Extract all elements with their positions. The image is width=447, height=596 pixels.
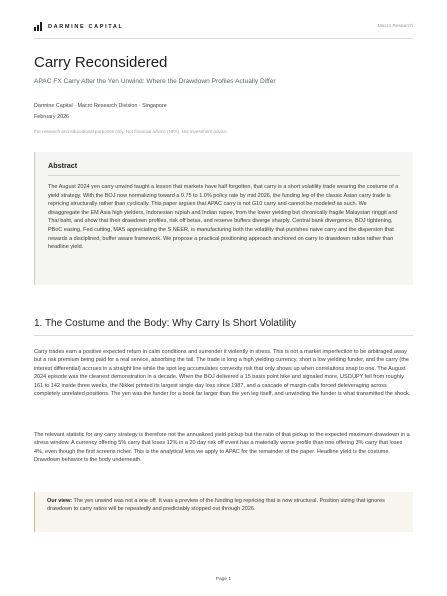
- abstract-text: The August 2024 yen carry unwind taught a lesson that markets have half forgotten, that carry is a short volatility trade wearing the costume of a yield strategy. With the BOJ now normalizing toward a 0.75 to 1.0% policy rate by mid 2026, the funding leg of the classic Asian carry trade is repricing structurally rather than cyclically. This paper argues that APAC carry is not G10 carry and cannot be modeled as such. We disaggregate the EM Asia high yielders, Indonesian rupiah and Indian rupee, from the lower yielding but chronically fragile Malaysian ringgit and Thai baht, and show that their drawdown profiles, risk off betas, and reserve buffers diverge sharply. Central bank divergence, BOJ tightening, PBoC easing, Fed cutting, MAS appreciating the S NEER, is manufacturing both the volatility that punishes naive carry and the dispersion that rewards a disciplined, buffer aware framework. We propose a practical positioning approach anchored on carry to drawdown ratios rather than headline yield.: [48, 184, 399, 251]
- page-header: [34, 22, 413, 31]
- header-section-label: Macro Research: [377, 24, 413, 29]
- our-view-text: The yen unwind was not a one off. It was a preview of the funding leg repricing that is now structural. Position sizing that ignores drawdown to carry ratios will be repeatedly and predictably stopped out through 2026.: [47, 498, 385, 513]
- header-divider: [34, 38, 413, 39]
- bar-chart-logo-icon: [34, 22, 42, 31]
- brand-name: DARMINE CAPITAL: [48, 23, 124, 30]
- abstract-box: [34, 152, 413, 285]
- disclaimer: For research and educational purposes only. Not financial advice (NFA). Not investment advice.: [34, 129, 228, 134]
- date-line: February 2026: [34, 114, 70, 120]
- page-subtitle: APAC FX Carry After the Yen Unwind: Where the Drawdown Profiles Actually Differ: [34, 78, 276, 85]
- section-1-divider: [34, 335, 413, 336]
- page-title: Carry Reconsidered: [34, 54, 168, 71]
- section-1-paragraph-1: Carry trades earn a positive expected return in calm conditions and surrender it violently in stress. This is not a market imperfection to be arbitraged away but a risk premium being paid for a real service, absorbing the tail. The trade is long a high yielding currency, short a low yielding funder, and the carry (the interest differential) accrues in a straight line while the spot leg accumulates convexity risk that only shows up when correlations snap to one. The August 2024 episode was the cleanest demonstration in a decade. When the BOJ delivered a 15 basis point hike and signaled more, USD/JPY fell from roughly 161 to 142 inside three weeks, the Nikkei printed its largest single day loss since 1987, and a cascade of margin calls forced deleveraging across completely unrelated positions. The yen was the funder for a book far larger than the yen leg itself, and unwinding the funder is what transmitted the shock.: [34, 349, 411, 398]
- our-view-callout: [34, 492, 413, 532]
- section-1-title: 1. The Costume and the Body: Why Carry Is Short Volatility: [34, 318, 297, 329]
- our-view-text-block: [47, 497, 403, 514]
- brand: [34, 22, 123, 31]
- our-view-label: Our view:: [47, 498, 73, 504]
- abstract-heading: Abstract: [48, 161, 78, 170]
- author-line: Darmine Capital · Macro Research Division · Singapore: [34, 103, 167, 109]
- abstract-divider: [48, 175, 400, 176]
- section-1-paragraph-2: The relevant statistic for any carry strategy is therefore not the annualized yield pickup but the ratio of that pickup to the expected maximum drawdown in a stress window. A currency offering 5% carry that loses 12% in a 20 day risk off event has a materially worse profile than one offering 3% carry that loses 4%, even though the first screens richer. This is the analytical lens we apply to APAC for the remainder of the paper. Headline yield is the costume. Drawdown behavior is the body underneath.: [34, 432, 410, 464]
- page-number: Page 1: [215, 577, 232, 582]
